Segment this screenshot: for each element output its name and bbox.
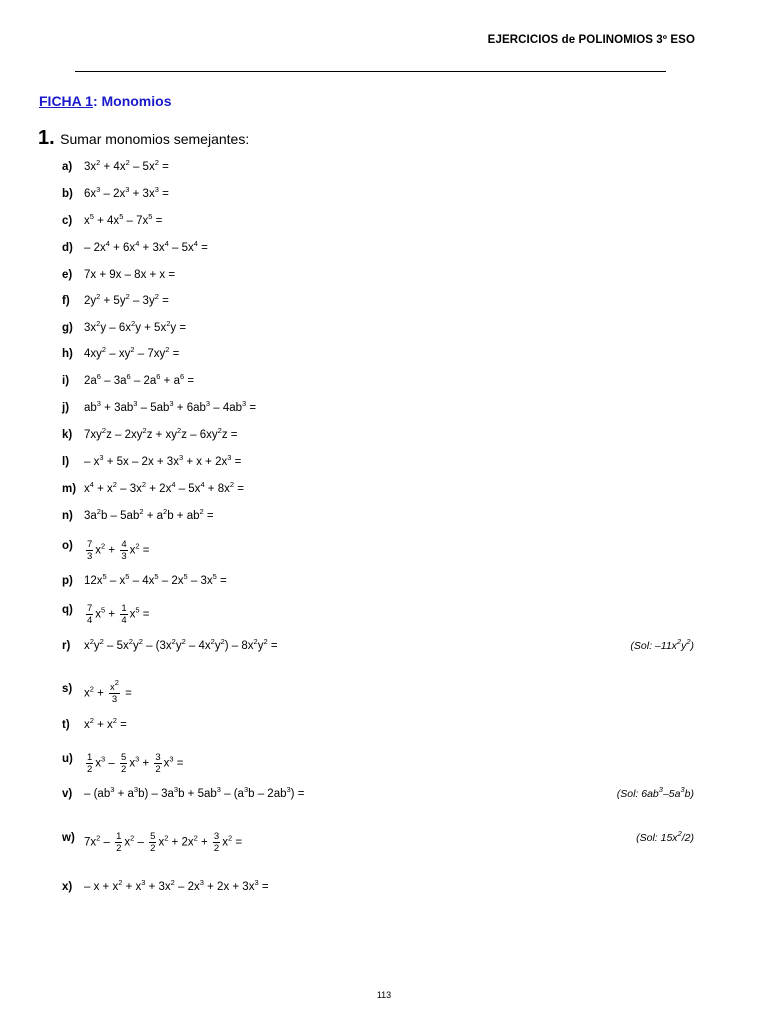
item-expression: $ab^3 + 3ab^3 - 5ab^3 + 6ab^3 - 4ab^3$ = <box>84 399 257 414</box>
item-label: c) <box>62 215 73 227</box>
item-label: t) <box>62 719 70 731</box>
item-expression: 7x + 9x – 8x + x = <box>84 269 176 281</box>
ficha-link[interactable]: FICHA 1 <box>39 93 93 109</box>
item-expression: $x^2$ + $\frac{x^2}{3}$ = <box>84 678 132 705</box>
item-expression: $2a^6 - 3a^6 - 2a^6 + a^6$ = <box>84 372 195 387</box>
item-label: f) <box>62 295 70 307</box>
item-solution: (Sol: $15x^2/2$) <box>636 829 694 844</box>
item-label: n) <box>62 510 73 522</box>
item-label: m) <box>62 483 77 495</box>
item-label: h) <box>62 348 73 360</box>
item-expression: $\frac{7}{3}$ $x^2$ + $\frac{4}{3}$ $x^2$ = <box>87 539 150 562</box>
document-header: EJERCICIOS de POLINOMIOS 3º ESO <box>487 34 695 46</box>
header-rule <box>75 71 666 72</box>
item-label: e) <box>62 269 73 281</box>
item-label: g) <box>62 322 73 334</box>
item-label: v) <box>62 788 73 800</box>
item-label: s) <box>62 683 73 695</box>
item-expression: $3a^2b - 5ab^2 + a^2b + ab^2$ = <box>84 507 214 522</box>
item-expression: $7xy^2z - 2xy^2z + xy^2z - 6xy^2z$ = <box>84 426 238 441</box>
item-label: k) <box>62 429 73 441</box>
exercise-number: 1. <box>38 127 55 149</box>
item-solution: (Sol: $-11x^2y^2$) <box>630 637 694 652</box>
item-label: r) <box>62 640 71 652</box>
item-expression: $3x^2 + 4x^2 - 5x^2$ = <box>84 158 169 173</box>
exercise-title: Sumar monomios semejantes: <box>60 131 250 147</box>
item-label: p) <box>62 575 73 587</box>
item-expression: – $(ab^3 + a^3b) - 3a^3b + 5ab^3 - (a^3b - 2ab^3)$ = <box>84 785 305 800</box>
item-expression: $6x^3 - 2x^3 + 3x^3$ = <box>84 185 169 200</box>
item-expression: $2y^2 + 5y^2 - 3y^2$ = <box>84 292 169 307</box>
item-expression: – $x^3 + 5x - 2x + 3x^3 + x + 2x^3$ = <box>84 453 242 468</box>
item-label: w) <box>62 832 75 844</box>
item-label: a) <box>62 161 73 173</box>
item-label: l) <box>62 456 70 468</box>
item-label: d) <box>62 242 73 254</box>
item-expression: $\frac{7}{4}$ $x^5$ + $\frac{1}{4}$ $x^5$ = <box>87 603 150 626</box>
page-number: 113 <box>376 990 392 1000</box>
item-label: q) <box>62 604 73 616</box>
item-expression: $x^5 + 4x^5 - 7x^5$ = <box>84 212 163 227</box>
ficha-title <box>39 93 171 109</box>
item-solution: (Sol: $6ab^3-5a^3b$) <box>616 785 694 800</box>
item-label: i) <box>62 375 70 387</box>
item-label: b) <box>62 188 73 200</box>
item-expression: $3x^2y - 6x^2y + 5x^2y$ = <box>84 319 187 334</box>
item-label: u) <box>62 753 73 765</box>
item-expression: $12x^5 - x^5 - 4x^5 - 2x^5 - 3x^5$ = <box>84 572 227 587</box>
item-expression: – $x + x^2 + x^3 + 3x^2 - 2x^3 + 2x + 3x^3$ = <box>84 878 269 893</box>
item-expression: $x^2y^2 - 5x^2y^2 - (3x^2y^2 - 4x^2y^2) - 8x^2y^2$ = <box>84 637 278 652</box>
item-expression: $7x^2$ – $\frac{1}{2}$ $x^2$ – $\frac{5}{2}$ $x^2 + 2x^2$ + $\frac{3}{2}$ $x^2$ = <box>84 831 243 854</box>
item-expression: $4xy^2 - xy^2 - 7xy^2$ = <box>84 345 180 360</box>
exercise-heading <box>38 127 249 150</box>
item-label: o) <box>62 540 73 552</box>
item-expression: $x^4 + x^2 - 3x^2 + 2x^4 - 5x^4 + 8x^2$ = <box>84 480 244 495</box>
item-expression: $\frac{1}{2}$ $x^3$ – $\frac{5}{2}$ $x^3$ + $\frac{3}{2}$ $x^3$ = <box>87 752 184 775</box>
item-label: x) <box>62 881 73 893</box>
item-expression: $x^2 + x^2$ = <box>84 716 127 731</box>
ficha-subtitle: : Monomios <box>92 93 172 109</box>
item-expression: – $2x^4 + 6x^4 + 3x^4 - 5x^4$ = <box>84 239 208 254</box>
item-label: j) <box>62 402 70 414</box>
